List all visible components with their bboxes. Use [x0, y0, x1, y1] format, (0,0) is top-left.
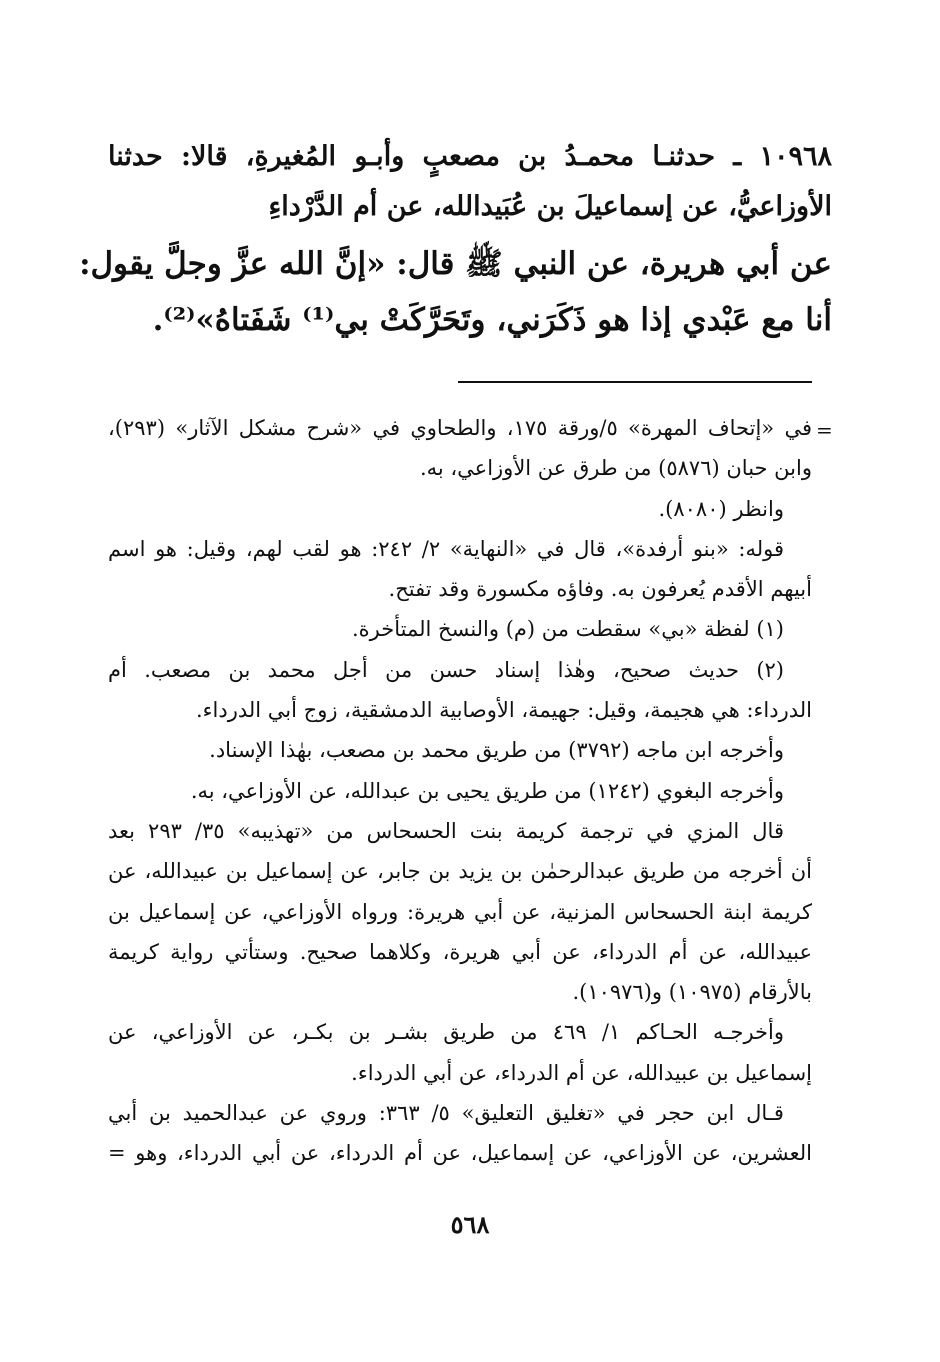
footnote-line: الدرداء: هي هجيمة، وقيل: جهيمة، الأوصابية الدمشقية، زوج أبي الدرداء.	[195, 698, 812, 723]
hadith-block	[79, 132, 832, 348]
footnote-line: وانظر (٨٠٨٠).	[658, 496, 784, 521]
hadith-matn-line: عن أبي هريرة، عن النبي ﷺ قال: «إنَّ الله عزَّ وجلَّ يقول:	[79, 246, 832, 282]
footnote-line: أبيهم الأقدم يُعرفون به. وفاؤه مكسورة وقد تفتح.	[388, 577, 812, 602]
footnote-2: (٢) حديث صحيح، وهٰذا إسناد حسن من أجل محمد بن مصعب. أم	[108, 657, 784, 682]
footnote-line: إسماعيل بن عبيدالله، عن أم الدرداء، عن أبي الدرداء.	[351, 1060, 812, 1085]
footnote-line: كريمة ابنة الحسحاس المزنية، عن أبي هريرة: ورواه الأوزاعي، عن إسماعيل بن	[108, 899, 812, 924]
footnote-line: قـال ابن حجر في «تغليق التعليق» ٥/ ٣٦٣: وروي عن عبدالحميد بن أبي	[108, 1101, 784, 1126]
footnote-line: بالأرقام (١٠٩٧٥) و(١٠٩٧٦).	[572, 980, 812, 1005]
footnote-line: وابن حبان (٥٨٧٦) من طرق عن الأوزاعي، به.	[419, 456, 812, 481]
hadith-isnad-line: ١٠٩٦٨ ـ حدثنـا محمـدُ بن مصعبٍ وأبـو المُغيرةِ، قالا: حدثنا	[108, 141, 832, 172]
footnote-line: عبيدالله، عن أم الدرداء، عن أبي هريرة، وكلاهما صحيح. وستأتي رواية كريمة	[108, 939, 812, 964]
footnote-line: وأخرجه ابن ماجه (٣٧٩٢) من طريق محمد بن مصعب، بهٰذا الإسناد.	[209, 738, 784, 763]
page-number: ٥٦٨	[450, 1210, 490, 1239]
footnote-1: (١) لفظة «بي» سقطت من (م) والنسخ المتأخرة.	[352, 617, 784, 642]
footnote-line: وأخرجه البغوي (١٢٤٢) من طريق يحيى بن عبدالله، عن الأوزاعي، به.	[190, 778, 784, 803]
footnote-line: وأخرجـه الحـاكم ١/ ٤٦٩ من طريق بشـر بن بكـر، عن الأوزاعي، عن	[108, 1020, 784, 1045]
hadith-matn	[79, 236, 832, 348]
footnotes	[108, 408, 812, 1174]
footnote-line: في «إتحاف المهرة» ٥/ورقة ١٧٥، والطحاوي في «شرح مشكل الآثار» (٢٩٣)،	[108, 416, 813, 440]
footnote-line: العشرين، عن الأوزاعي، عن إسماعيل، عن أم الدرداء، عن أبي الدرداء، وهو =	[108, 1141, 812, 1166]
footnote-separator	[458, 381, 812, 383]
footnote-line: قوله: «بنو أرفدة»، قال في «النهاية» ٢/ ٢٤٢: هو لقب لهم، وقيل: هو اسم	[108, 536, 784, 561]
footnote-line: أن أخرجه من طريق عبدالرحمٰن بن يزيد بن جابر، عن إسماعيل بن عبيدالله، عن	[108, 859, 812, 884]
hadith-isnad-line: الأوزاعيُّ، عن إسماعيلَ بن عُبَيدالله، عن أم الدَّرْداءِ	[268, 191, 832, 222]
continuation-mark: =	[816, 418, 833, 442]
footnote-line: قال المزي في ترجمة كريمة بنت الحسحاس من «تهذيبه» ٣٥/ ٢٩٣ بعد	[108, 818, 784, 843]
hadith-matn-line: أنا مع عَبْدي إذا هو ذَكَرَني، وتَحَرَّكَتْ بي⁽¹⁾ شَفَتاهُ»⁽²⁾.	[152, 302, 832, 338]
